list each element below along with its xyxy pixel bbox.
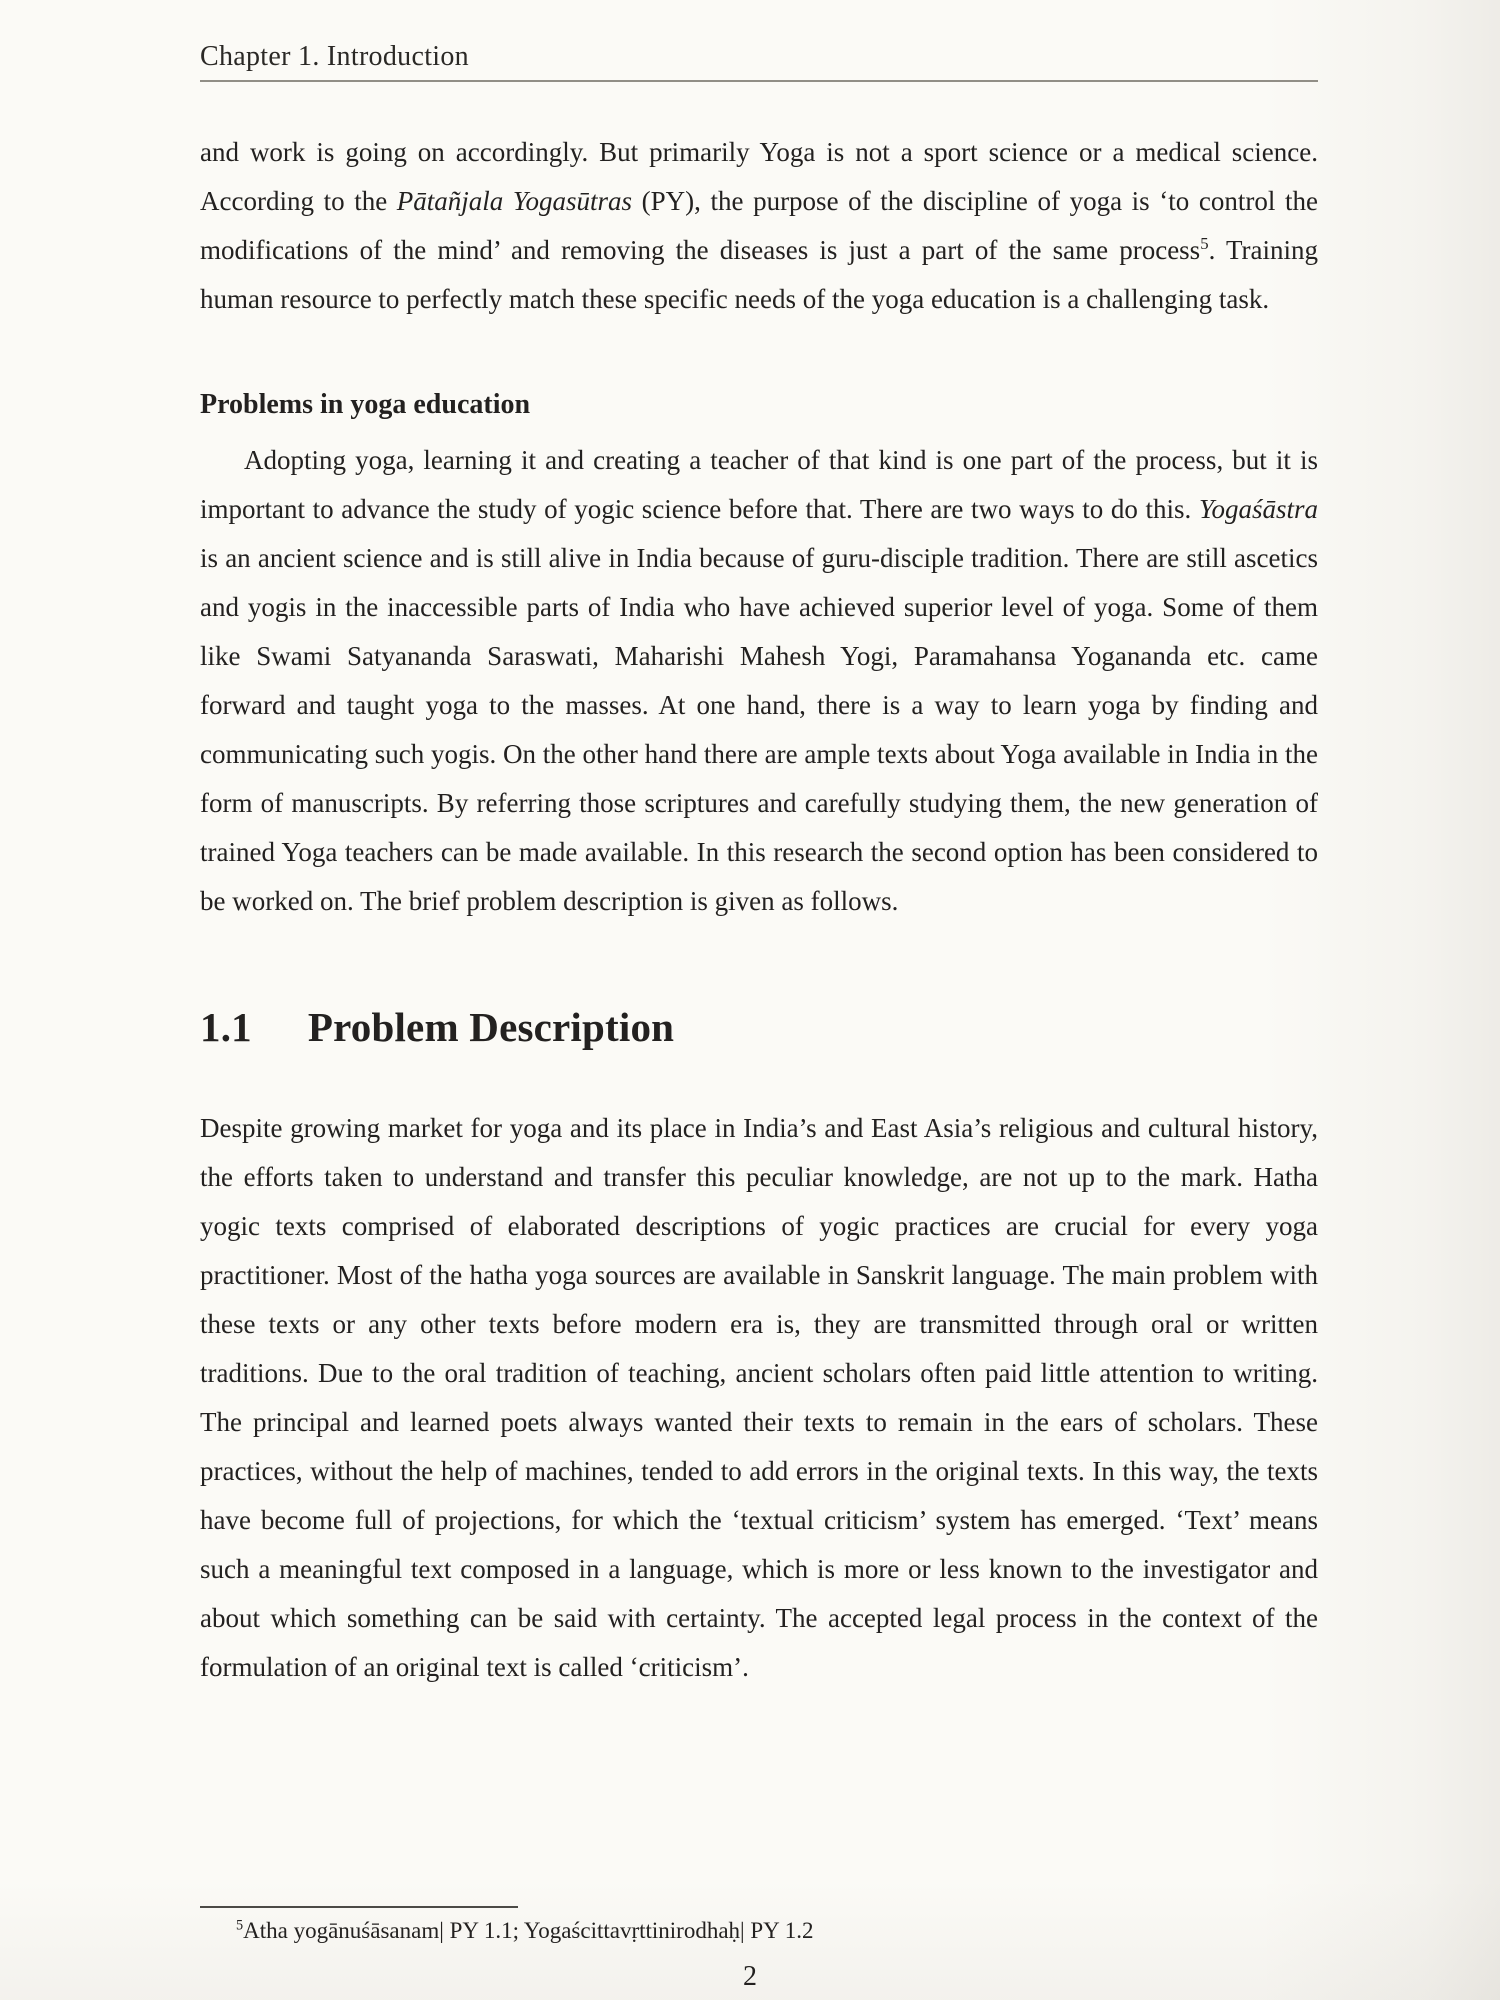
section-number: 1.1 [200, 1004, 252, 1050]
running-header [200, 40, 1318, 74]
paragraph-problems-text-a: Adopting yoga, learning it and creating a teacher of that kind is one part of the process, but it is important to advance the study of yogic science before that. There are two ways to do this. [200, 445, 1318, 524]
footnote-area [200, 1906, 1318, 1946]
term-patanjala-yogasutras: Pātañjala Yogasūtras [396, 186, 632, 216]
footnote-marker: 5 [236, 1917, 244, 1934]
page-number: 2 [743, 1961, 757, 1992]
paragraph-intro-text-b: (PY), the purpose of the discipline of yoga is ‘to control the modifications of the mind’ and removing the diseases is just a part of the same process [200, 186, 1318, 265]
paragraph-intro-text-c: . Training human resource to perfectly match these specific needs of the yoga education is a challenging task. [200, 235, 1318, 314]
footnote-rule [200, 1906, 518, 1908]
footnote-text [200, 1916, 1318, 1946]
subsection-heading-problems: Problems in yoga education [200, 389, 531, 420]
term-yogashastra: Yogaśāstra [1198, 494, 1318, 524]
running-header-text: Chapter 1. Introduction [200, 41, 469, 72]
paragraph-intro [200, 128, 1318, 324]
paragraph-problem-description: Despite growing market for yoga and its place in India’s and East Asia’s religious and cultural history, the efforts taken to understand and transfer this peculiar knowledge, are not up to the mark. Hatha yogic texts comprised of elaborated descriptions of yogic practices are crucial for every yoga practitioner. Most of the hatha yoga sources are available in Sanskrit language. The main problem with these texts or any other texts before modern era is, they are transmitted through oral or written traditions. Due to the oral tradition of teaching, ancient scholars often paid little attention to writing. The principal and learned poets always wanted their texts to remain in the ears of scholars. These practices, without the help of machines, tended to add errors in the original texts. In this way, the texts have become full of projections, for which the ‘textual criticism’ system has emerged. ‘Text’ means such a meaningful text composed in a language, which is more or less known to the investigator and about which something can be said with certainty. The accepted legal process in the context of the formulation of an original text is called ‘criticism’. [200, 1113, 1318, 1682]
paragraph-problems-text-b: is an ancient science and is still alive in India because of guru-disciple tradition. There are still ascetics and yogis in the inaccessible parts of India who have achieved superior level of yoga. Some of them like Swami Satyananda Saraswati, Maharishi Mahesh Yogi, Paramahansa Yogananda etc. came forward and taught yoga to the masses. At one hand, there is a way to learn yoga by finding and communicating such yogis. On the other hand there are ample texts about Yoga available in India in the form of manuscripts. By referring those scriptures and carefully studying them, the new generation of trained Yoga teachers can be made available. In this research the second option has been considered to be worked on. The brief problem description is given as follows. [200, 543, 1318, 916]
section-heading-problem-description [200, 1004, 1318, 1050]
paragraph-intro-text-a: and work is going on accordingly. But primarily Yoga is not a sport science or a medical science. According to the [200, 137, 1318, 216]
section-title: Problem Description [307, 1004, 675, 1050]
paragraph-problems [200, 436, 1318, 926]
footnote-body: Atha yogānuśāsanam| PY 1.1; Yogaścittavṛttinirodhaḥ| PY 1.2 [243, 1918, 814, 1943]
footnote-reference-5: 5 [1200, 234, 1209, 253]
header-rule [200, 80, 1318, 82]
